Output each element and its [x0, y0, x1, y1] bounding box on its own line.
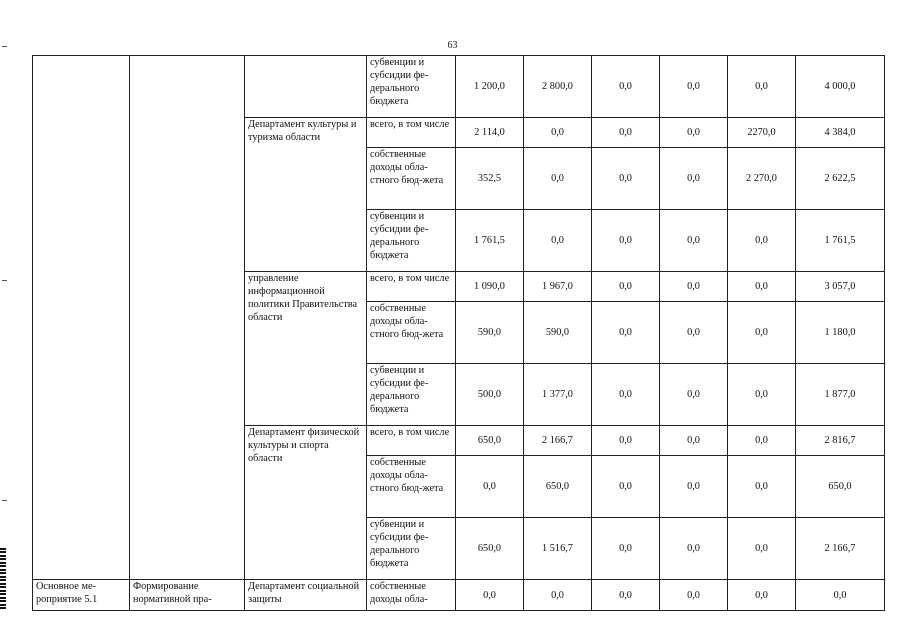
value-cell: 650,0 — [524, 456, 592, 518]
value-cell: 0,0 — [660, 456, 728, 518]
value-cell: 0,0 — [592, 518, 660, 580]
value-cell: 0,0 — [592, 118, 660, 148]
value-cell: 0,0 — [660, 364, 728, 426]
value-cell: 650,0 — [456, 518, 524, 580]
value-cell: 0,0 — [660, 210, 728, 272]
organization-cell: Департамент социальной защиты — [245, 580, 367, 611]
value-cell: 0,0 — [592, 56, 660, 118]
total-cell: 650,0 — [796, 456, 885, 518]
scan-tick — [2, 46, 7, 47]
funding-source-cell: субвенции и субсидии фе-дерального бюджета — [367, 210, 456, 272]
value-cell: 590,0 — [524, 302, 592, 364]
value-cell: 0,0 — [660, 56, 728, 118]
value-cell: 1 967,0 — [524, 272, 592, 302]
value-cell: 0,0 — [592, 148, 660, 210]
value-cell: 1 761,5 — [456, 210, 524, 272]
value-cell: 0,0 — [728, 56, 796, 118]
value-cell: 2270,0 — [728, 118, 796, 148]
funding-source-cell: субвенции и субсидии фе-дерального бюджета — [367, 364, 456, 426]
funding-source-cell: собственные доходы обла-стного бюд-жета — [367, 302, 456, 364]
total-cell: 0,0 — [796, 580, 885, 611]
scan-edge-marks — [0, 0, 10, 640]
value-cell: 0,0 — [524, 210, 592, 272]
total-cell: 1 877,0 — [796, 364, 885, 426]
organization-cell: управление информационной политики Правительства области — [245, 272, 367, 426]
value-cell: 0,0 — [592, 456, 660, 518]
organization-cell: Департамент физической культуры и спорта области — [245, 426, 367, 580]
value-cell: 1 516,7 — [524, 518, 592, 580]
value-cell: 0,0 — [592, 302, 660, 364]
value-cell: 0,0 — [660, 426, 728, 456]
value-cell: 0,0 — [728, 364, 796, 426]
value-cell: 2 270,0 — [728, 148, 796, 210]
value-cell: 650,0 — [456, 426, 524, 456]
value-cell: 0,0 — [728, 210, 796, 272]
value-cell: 0,0 — [524, 148, 592, 210]
value-cell: 0,0 — [660, 518, 728, 580]
value-cell: 2 800,0 — [524, 56, 592, 118]
total-cell: 1 180,0 — [796, 302, 885, 364]
funding-source-cell: собственные доходы обла-стного бюд-жета — [367, 148, 456, 210]
total-cell: 4 000,0 — [796, 56, 885, 118]
activity-cell — [33, 56, 130, 580]
funding-source-cell: всего, в том числе — [367, 272, 456, 302]
value-cell: 0,0 — [728, 580, 796, 611]
value-cell: 0,0 — [524, 580, 592, 611]
value-cell: 1 090,0 — [456, 272, 524, 302]
total-cell: 2 622,5 — [796, 148, 885, 210]
value-cell: 0,0 — [728, 302, 796, 364]
value-cell: 590,0 — [456, 302, 524, 364]
total-cell: 2 816,7 — [796, 426, 885, 456]
funding-source-cell: субвенции и субсидии фе-дерального бюджета — [367, 56, 456, 118]
scan-tick — [2, 500, 7, 501]
value-cell: 0,0 — [592, 272, 660, 302]
funding-source-cell: всего, в том числе — [367, 426, 456, 456]
value-cell: 0,0 — [456, 580, 524, 611]
total-cell: 2 166,7 — [796, 518, 885, 580]
value-cell: 0,0 — [456, 456, 524, 518]
value-cell: 0,0 — [592, 210, 660, 272]
value-cell: 0,0 — [660, 302, 728, 364]
value-cell: 0,0 — [660, 580, 728, 611]
value-cell: 0,0 — [660, 272, 728, 302]
value-cell: 500,0 — [456, 364, 524, 426]
total-cell: 3 057,0 — [796, 272, 885, 302]
value-cell: 2 166,7 — [524, 426, 592, 456]
total-cell: 4 384,0 — [796, 118, 885, 148]
organization-cell: Департамент культуры и туризма области — [245, 118, 367, 272]
table-row — [33, 580, 885, 611]
value-cell: 1 200,0 — [456, 56, 524, 118]
activity-cell: Основное ме-роприятие 5.1 — [33, 580, 130, 611]
value-cell: 0,0 — [660, 148, 728, 210]
value-cell: 0,0 — [592, 426, 660, 456]
value-cell: 0,0 — [524, 118, 592, 148]
funding-source-cell: всего, в том числе — [367, 118, 456, 148]
value-cell: 1 377,0 — [524, 364, 592, 426]
scan-barcode-mark — [0, 548, 6, 610]
description-cell — [130, 56, 245, 580]
page-number: 63 — [447, 40, 458, 51]
value-cell: 0,0 — [660, 118, 728, 148]
value-cell: 0,0 — [728, 456, 796, 518]
funding-source-cell: собственные доходы обла- — [367, 580, 456, 611]
funding-source-cell: субвенции и субсидии фе-дерального бюджета — [367, 518, 456, 580]
description-cell: Формирование нормативной пра- — [130, 580, 245, 611]
value-cell: 0,0 — [592, 364, 660, 426]
funding-source-cell: собственные доходы обла-стного бюд-жета — [367, 456, 456, 518]
value-cell: 0,0 — [592, 580, 660, 611]
organization-cell — [245, 56, 367, 118]
value-cell: 0,0 — [728, 518, 796, 580]
total-cell: 1 761,5 — [796, 210, 885, 272]
value-cell: 0,0 — [728, 426, 796, 456]
budget-table — [32, 55, 885, 611]
value-cell: 352,5 — [456, 148, 524, 210]
value-cell: 0,0 — [728, 272, 796, 302]
scan-tick — [2, 280, 7, 281]
value-cell: 2 114,0 — [456, 118, 524, 148]
table-row — [33, 56, 885, 118]
